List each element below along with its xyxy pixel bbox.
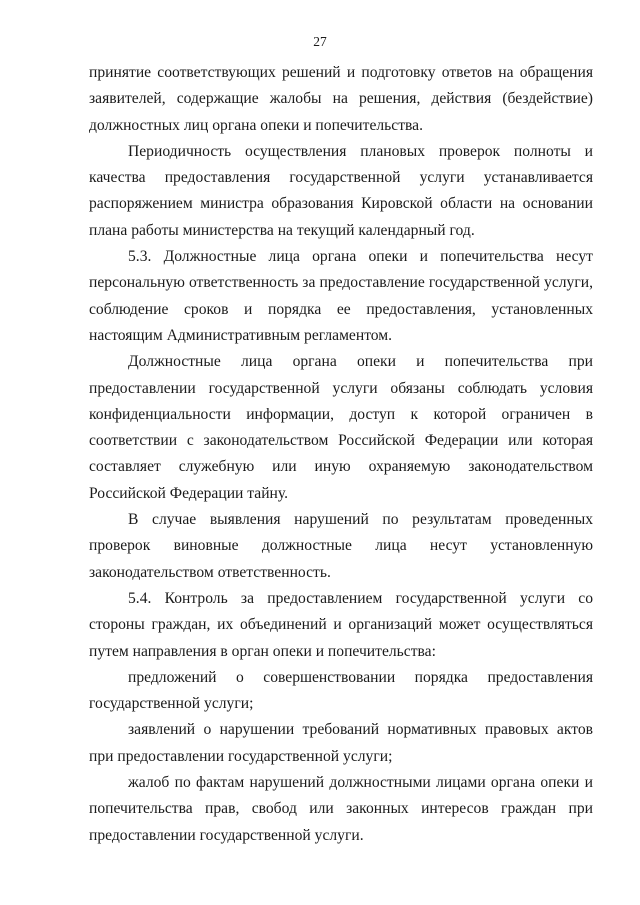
- document-body: [89, 60, 593, 849]
- paragraph: В случае выявления нарушений по результатам проведенных проверок виновные должностные лица несут установленную законодательством ответственность.: [89, 511, 593, 581]
- paragraph: предложений о совершенствовании порядка предоставления государственной услуги;: [89, 668, 593, 713]
- paragraph: жалоб по фактам нарушений должностными лицами органа опеки и попечительства прав, свобод или законных интересов граждан при предоставлении государственной услуги.: [89, 774, 593, 844]
- paragraph: заявлений о нарушении требований нормативных правовых актов при предоставлении государственной услуги;: [89, 721, 593, 765]
- paragraph: принятие соответствующих решений и подготовку ответов на обращения заявителей, содержащие жалобы на решения, действия (бездействие) должностных лиц органа опеки и попечительства.: [89, 64, 593, 134]
- paragraph: 5.4. Контроль за предоставлением государственной услуги со стороны граждан, их объединений и организаций может осуществляться путем направления в орган опеки и попечительства:: [89, 589, 593, 660]
- paragraph: Периодичность осуществления плановых проверок полноты и качества предоставления государственной услуги устанавливается распоряжением министра образования Кировской области на основании плана работы министерства на текущий календарный год.: [89, 142, 593, 239]
- page-number: 27: [313, 34, 327, 49]
- paragraph: Должностные лица органа опеки и попечительства при предоставлении государственной услуги обязаны соблюдать условия конфиденциальности информации, доступ к которой ограничен в соответствии с законодательством Российской Федерации или которая составляет служебную или иную охраняемую законодательством Российской Федерации тайну.: [89, 353, 593, 502]
- paragraph: 5.3. Должностные лица органа опеки и попечительства несут персональную ответственность за предоставление государственной услуги, соблюдение сроков и порядка ее предоставления, установленных настоящим Административным регламентом.: [89, 248, 593, 344]
